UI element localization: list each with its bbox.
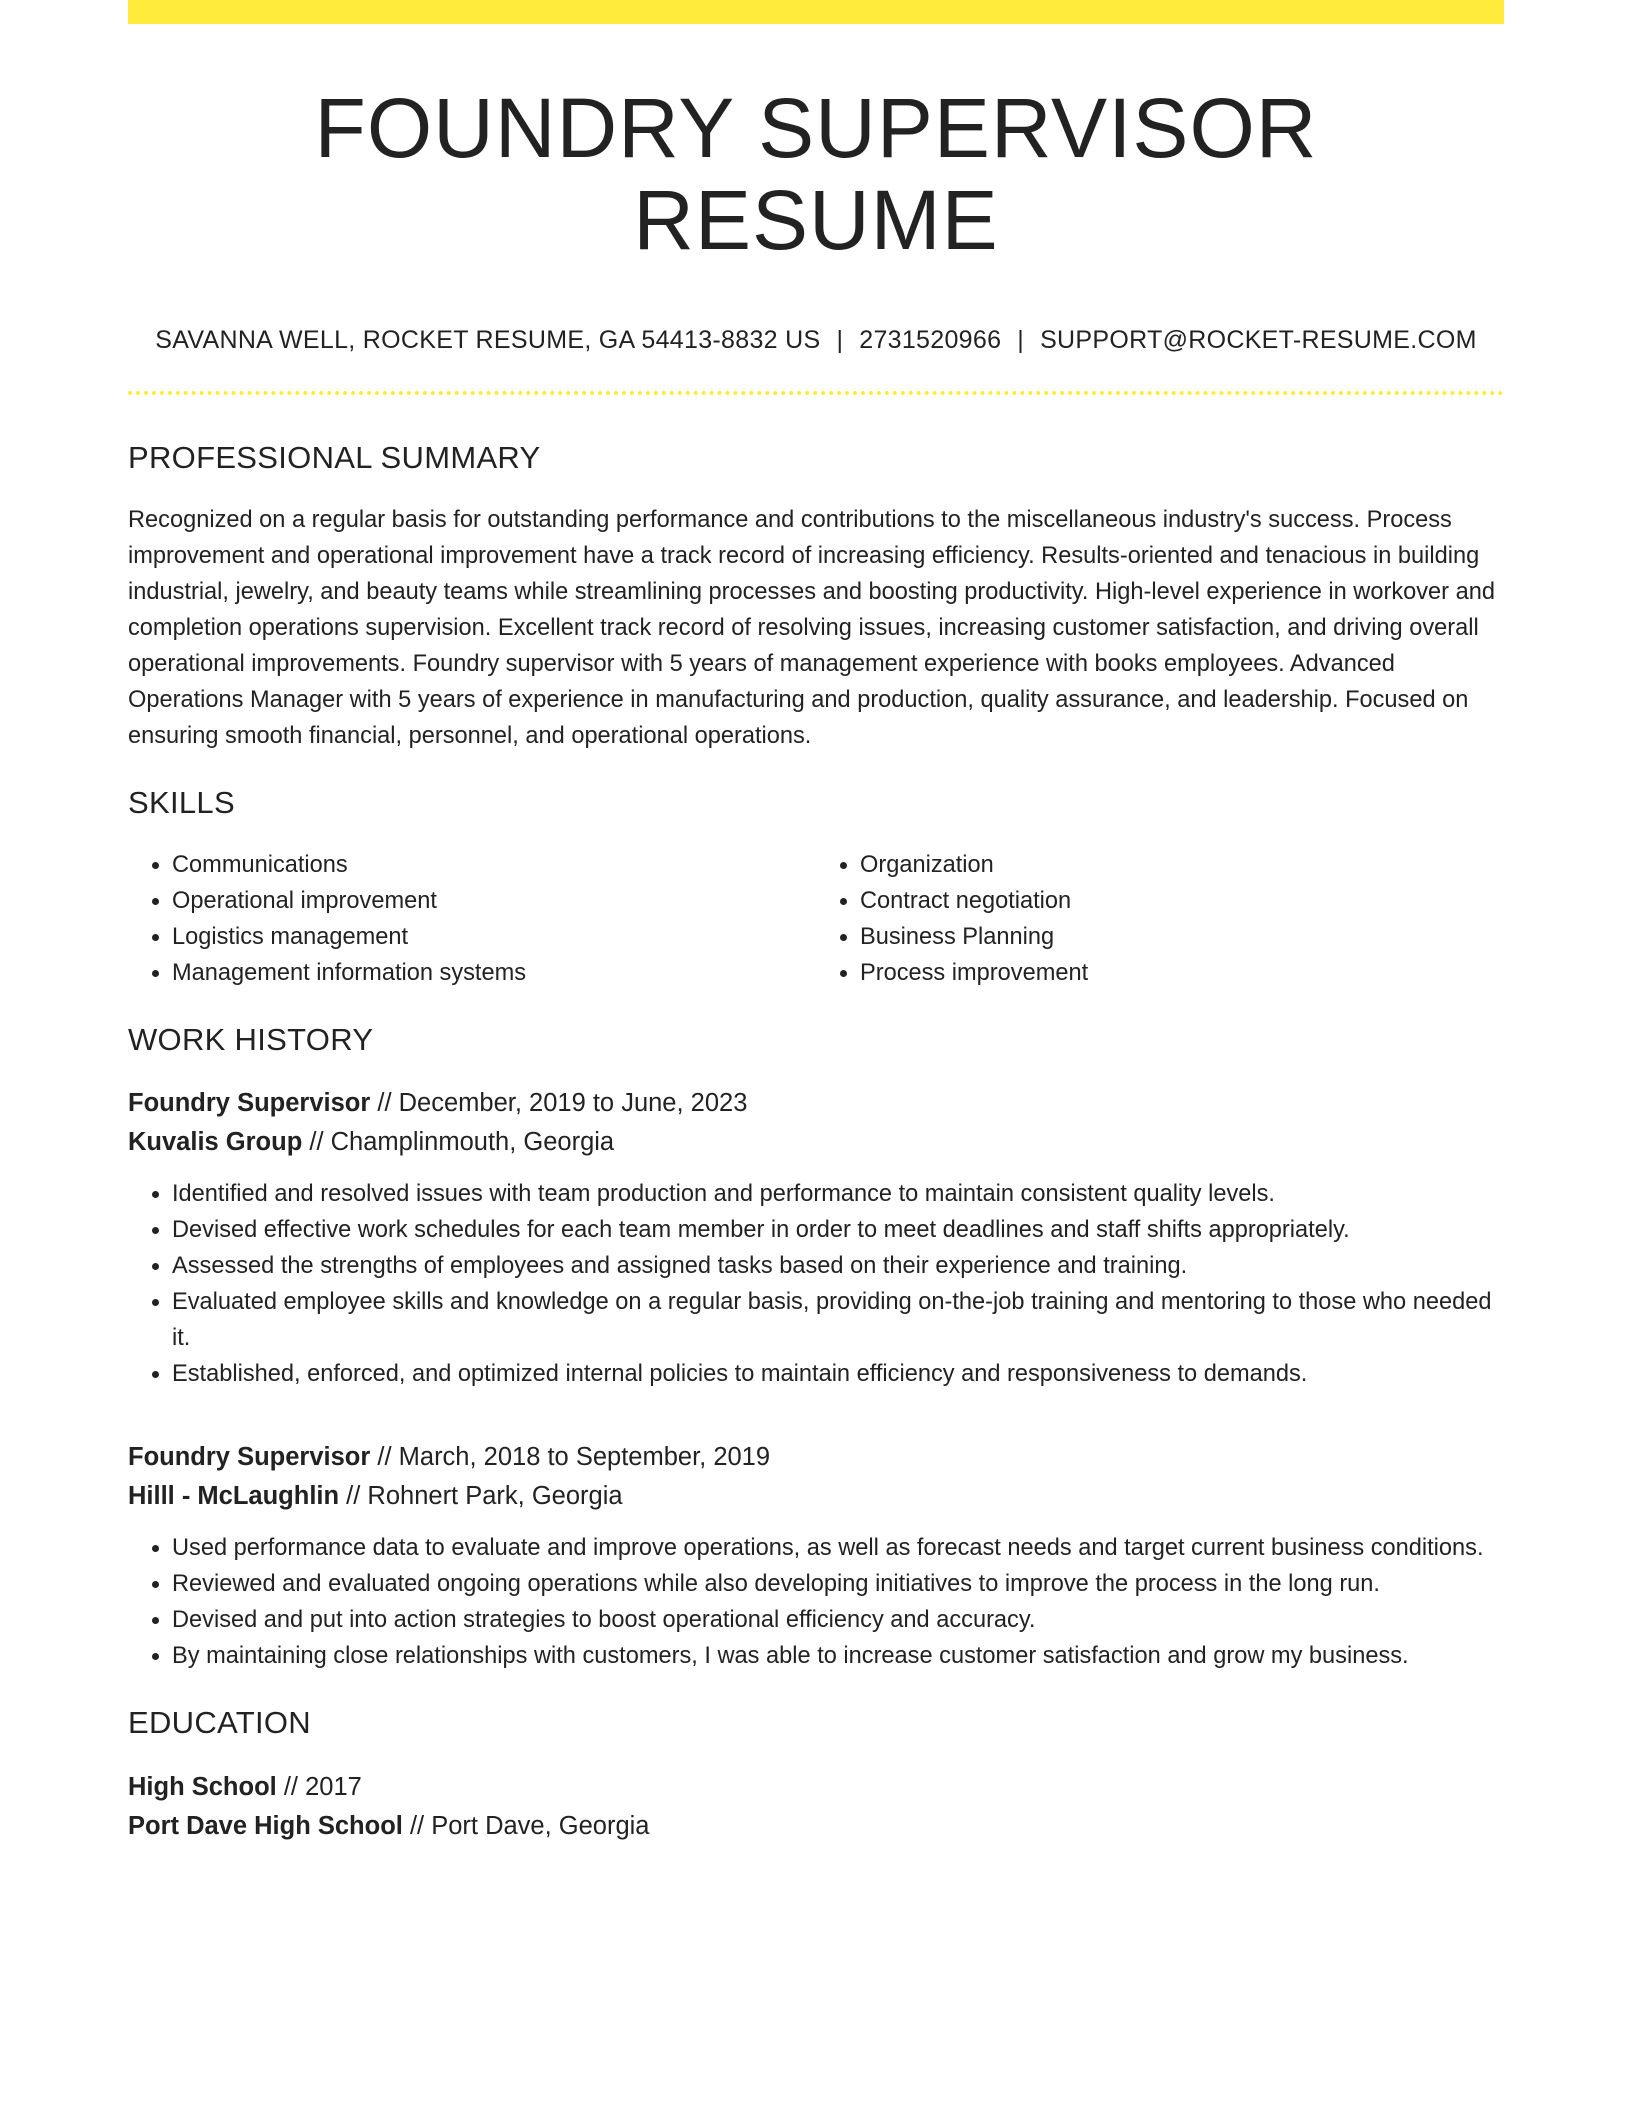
skill-item: • Process improvement	[860, 955, 1504, 991]
dotted-divider	[128, 391, 1504, 395]
education-school: Port Dave High School	[128, 1811, 403, 1840]
job-bullet: • Evaluated employee skills and knowledge on a regular basis, providing on-the-job training and mentoring to those who needed it.	[172, 1284, 1504, 1356]
job-title: Foundry Supervisor	[128, 1089, 371, 1118]
accent-top-bar	[128, 0, 1504, 24]
job-bullet: • By maintaining close relationships with customers, I was able to increase customer satisfaction and grow my business.	[172, 1638, 1504, 1674]
skills-grid	[128, 847, 1504, 991]
skill-item: • Management information systems	[172, 955, 816, 991]
job-company: Kuvalis Group	[128, 1128, 303, 1157]
education-degree-line	[128, 1768, 1504, 1807]
summary-heading: PROFESSIONAL SUMMARY	[128, 439, 541, 475]
job-entry	[128, 1084, 1504, 1392]
page-title: FOUNDRY SUPERVISOR RESUME	[314, 81, 1318, 268]
contact-email: SUPPORT@ROCKET-RESUME.COM	[1040, 325, 1477, 354]
job-bullet: • Established, enforced, and optimized internal policies to maintain efficiency and responsiveness to demands.	[172, 1356, 1504, 1392]
resume-page	[128, 0, 1504, 1846]
job-entry	[128, 1438, 1504, 1674]
job-bullet: • Used performance data to evaluate and improve operations, as well as forecast needs and target current business conditions.	[172, 1530, 1504, 1566]
contact-separator: |	[1017, 325, 1025, 354]
job-title: Foundry Supervisor	[128, 1443, 371, 1472]
job-location: // Rohnert Park, Georgia	[346, 1482, 623, 1511]
skills-right-column	[816, 847, 1504, 991]
education-school-line	[128, 1807, 1504, 1846]
education-entry	[128, 1768, 1504, 1846]
skill-item: • Organization	[860, 847, 1504, 883]
skill-item: • Contract negotiation	[860, 883, 1504, 919]
contact-address: SAVANNA WELL, ROCKET RESUME, GA 54413-8832 US	[155, 325, 821, 354]
education-heading: EDUCATION	[128, 1705, 311, 1741]
skills-heading: SKILLS	[128, 784, 235, 820]
job-company: Hilll - McLaughlin	[128, 1482, 340, 1511]
education-year: // 2017	[283, 1772, 362, 1801]
job-bullet: • Devised and put into action strategies to boost operational efficiency and accuracy.	[172, 1602, 1504, 1638]
job-bullet: • Assessed the strengths of employees and assigned tasks based on their experience and training.	[172, 1248, 1504, 1284]
skill-item: • Communications	[172, 847, 816, 883]
job-bullets	[128, 1530, 1504, 1674]
job-title-line	[128, 1438, 1504, 1477]
job-dates: // March, 2018 to September, 2019	[377, 1443, 771, 1472]
job-bullet: • Reviewed and evaluated ongoing operations while also developing initiatives to improve the process in the long run.	[172, 1566, 1504, 1602]
contact-separator: |	[836, 325, 844, 354]
job-bullet: • Identified and resolved issues with team production and performance to maintain consistent quality levels.	[172, 1176, 1504, 1212]
work-history-heading: WORK HISTORY	[128, 1022, 374, 1058]
contact-phone: 2731520966	[859, 325, 1002, 354]
job-dates: // December, 2019 to June, 2023	[377, 1089, 748, 1118]
skill-item: • Business Planning	[860, 919, 1504, 955]
skill-item: • Operational improvement	[172, 883, 816, 919]
job-location: // Champlinmouth, Georgia	[309, 1128, 615, 1157]
job-company-line	[128, 1123, 1504, 1162]
job-bullets	[128, 1176, 1504, 1392]
education-degree: High School	[128, 1772, 277, 1801]
contact-line	[128, 325, 1504, 355]
education-location: // Port Dave, Georgia	[409, 1811, 650, 1840]
skill-item: • Logistics management	[172, 919, 816, 955]
job-title-line	[128, 1084, 1504, 1123]
summary-text: Recognized on a regular basis for outstanding performance and contributions to the miscellaneous industry's success. Process improvement and operational improvement have a track record of increasing efficiency. Results-oriented and tenacious in building industrial, jewelry, and beauty teams while streamlining processes and boosting productivity. High-level experience in workover and completion operations supervision. Excellent track record of resolving issues, increasing customer satisfaction, and driving overall operational improvements. Foundry supervisor with 5 years of management experience with books employees. Advanced Operations Manager with 5 years of experience in manufacturing and production, quality assurance, and leadership. Focused on ensuring smooth financial, personnel, and operational operations.	[128, 506, 1495, 749]
job-bullet: • Devised effective work schedules for each team member in order to meet deadlines and staff shifts appropriately.	[172, 1212, 1504, 1248]
skills-left-column	[128, 847, 816, 991]
job-company-line	[128, 1477, 1504, 1516]
